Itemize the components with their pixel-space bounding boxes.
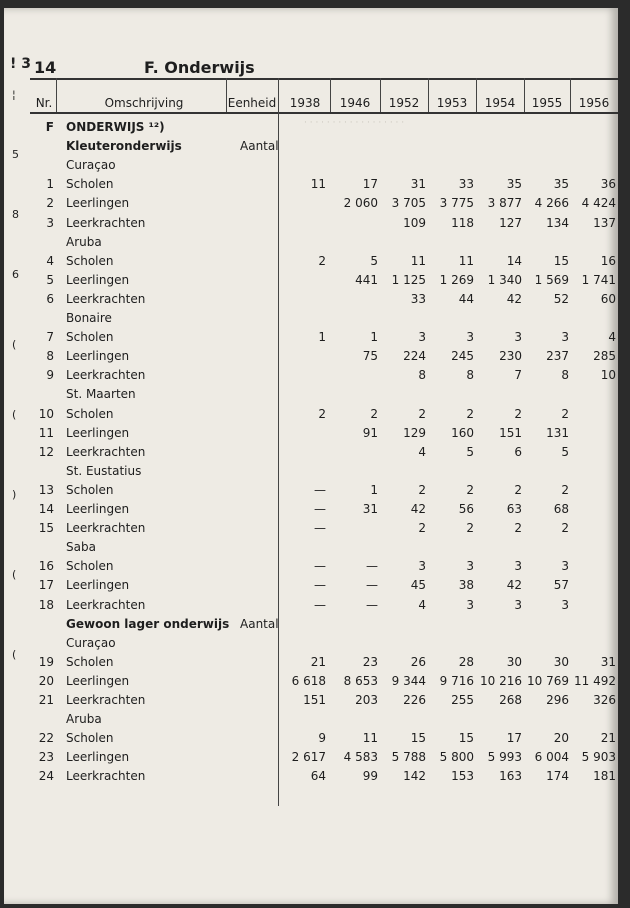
row-number: 14 [38, 502, 54, 516]
row-value: — [314, 521, 326, 536]
row-value: 131 [546, 425, 569, 440]
row-unit: Aantal [240, 139, 279, 154]
row-description: St. Maarten [66, 387, 136, 402]
row-value: 64 [310, 769, 326, 784]
row-value: 255 [451, 693, 474, 707]
row-description: Curaçao [66, 158, 116, 173]
row-value: 5 [466, 444, 474, 459]
row-value: 4 [608, 330, 616, 345]
row-value: 15 [458, 731, 474, 746]
bleed-through-text: · · · · · · · · · · · · · · · · · · [304, 118, 405, 128]
row-value: 17 [362, 177, 378, 192]
row-value: 2 [561, 406, 569, 421]
row-number: 8 [46, 349, 54, 364]
row-number: 21 [38, 693, 54, 707]
row-value: 1 741 [581, 272, 616, 287]
row-description: ONDERWIJS ¹²) [66, 120, 165, 134]
row-value: — [314, 597, 326, 612]
row-number: 3 [46, 215, 54, 230]
row-value: 2 [514, 482, 522, 497]
row-value: 5 788 [391, 750, 426, 765]
row-value: 68 [553, 502, 569, 516]
row-value: 230 [499, 349, 522, 364]
row-description: Leerlingen [66, 425, 130, 440]
row-description: Scholen [66, 253, 114, 268]
row-value: — [314, 482, 326, 497]
row-value: 31 [362, 502, 378, 516]
row-value: 42 [506, 291, 522, 306]
row-description: St. Eustatius [66, 463, 142, 478]
row-value: 5 [561, 444, 569, 459]
row-value: 151 [499, 425, 522, 440]
row-number: F [45, 120, 54, 134]
row-value: 8 [418, 368, 426, 383]
row-value: 35 [506, 177, 522, 192]
row-description: Scholen [66, 330, 114, 345]
row-value: 151 [303, 693, 326, 707]
row-value: 31 [410, 177, 426, 192]
page-number: 14 [34, 58, 57, 77]
row-value: 134 [546, 215, 569, 230]
row-number: 22 [38, 731, 54, 746]
row-value: 5 993 [487, 750, 522, 765]
row-description: Scholen [66, 731, 114, 746]
row-value: 8 [561, 368, 569, 383]
row-value: 2 [561, 521, 569, 536]
row-value: 285 [593, 349, 616, 364]
row-value: 11 492 [574, 673, 616, 688]
row-value: 1 [370, 482, 378, 497]
row-number: 18 [38, 597, 54, 612]
col-header-1953: 1953 [436, 96, 468, 110]
row-value: 15 [410, 731, 426, 746]
row-number: 16 [38, 559, 54, 574]
row-value: 4 266 [534, 196, 569, 211]
row-value: 11 [410, 253, 426, 268]
row-value: 63 [506, 502, 522, 516]
row-value: 20 [553, 731, 569, 746]
row-value: 3 [514, 597, 522, 612]
row-value: 3 [561, 597, 569, 612]
row-value: 2 [561, 482, 569, 497]
row-value: 5 [370, 253, 378, 268]
row-value: 4 583 [343, 750, 378, 765]
row-description: Leerkrachten [66, 215, 146, 230]
row-value: 2 060 [343, 196, 378, 211]
row-value: 6 [514, 444, 522, 459]
row-value: 3 [466, 330, 474, 345]
row-value: 17 [506, 731, 522, 746]
row-value: 35 [553, 177, 569, 192]
row-value: 52 [553, 291, 569, 306]
row-value: 237 [546, 349, 569, 364]
row-value: 42 [506, 578, 522, 593]
row-value: 2 [418, 521, 426, 536]
row-value: 142 [403, 769, 426, 784]
row-value: 2 [466, 482, 474, 497]
row-description: Aruba [66, 712, 102, 727]
row-value: 4 424 [581, 196, 616, 211]
row-value: 3 [514, 559, 522, 574]
row-value: 326 [593, 693, 616, 707]
row-description: Leerkrachten [66, 597, 146, 612]
row-description: Leerlingen [66, 349, 130, 364]
row-value: 31 [600, 654, 616, 669]
row-number: 19 [38, 654, 54, 669]
row-value: 1 125 [391, 272, 426, 287]
row-value: 203 [355, 693, 378, 707]
row-value: 129 [403, 425, 426, 440]
row-value: 160 [451, 425, 474, 440]
row-number: 24 [38, 769, 54, 784]
row-value: 44 [458, 291, 474, 306]
row-value: 5 800 [439, 750, 474, 765]
row-value: 9 344 [391, 673, 426, 688]
row-description: Scholen [66, 177, 114, 192]
row-value: 75 [362, 349, 378, 364]
row-value: 10 [600, 368, 616, 383]
row-value: 118 [451, 215, 474, 230]
row-value: 163 [499, 769, 522, 784]
row-value: 30 [553, 654, 569, 669]
row-value: 56 [458, 502, 474, 516]
row-value: 2 [418, 406, 426, 421]
row-value: — [366, 597, 378, 612]
row-description: Leerlingen [66, 673, 130, 688]
row-value: 28 [458, 654, 474, 669]
row-value: — [314, 502, 326, 516]
row-description: Leerkrachten [66, 693, 146, 707]
row-description: Leerlingen [66, 502, 130, 516]
row-value: 3 [514, 330, 522, 345]
row-unit: Aantal [240, 616, 279, 631]
row-value: 30 [506, 654, 522, 669]
row-number: 15 [38, 521, 54, 536]
row-value: 5 903 [581, 750, 616, 765]
row-number: 23 [38, 750, 54, 765]
row-number: 17 [38, 578, 54, 593]
row-description: Scholen [66, 654, 114, 669]
row-value: 6 618 [291, 673, 326, 688]
row-value: 296 [546, 693, 569, 707]
row-value: 21 [600, 731, 616, 746]
row-value: — [314, 559, 326, 574]
row-value: — [366, 559, 378, 574]
row-description: Leerlingen [66, 750, 130, 765]
row-description: Leerkrachten [66, 368, 146, 383]
col-header-1952: 1952 [388, 96, 420, 110]
row-value: 2 [466, 406, 474, 421]
row-description: Leerkrachten [66, 444, 146, 459]
row-number: 5 [46, 272, 54, 287]
row-description: Scholen [66, 482, 114, 497]
table-top-rule [30, 78, 618, 80]
row-value: 153 [451, 769, 474, 784]
row-description: Leerkrachten [66, 521, 146, 536]
row-value: 441 [355, 272, 378, 287]
row-description: Scholen [66, 559, 114, 574]
document-page [4, 8, 618, 904]
row-description: Aruba [66, 234, 102, 249]
row-value: 6 004 [534, 750, 569, 765]
row-value: 11 [310, 177, 326, 192]
row-value: 3 [466, 559, 474, 574]
row-value: — [314, 578, 326, 593]
row-value: 33 [458, 177, 474, 192]
row-value: 268 [499, 693, 522, 707]
row-value: 10 769 [527, 673, 569, 688]
row-value: 1 340 [487, 272, 522, 287]
row-value: 1 [370, 330, 378, 345]
col-header-omschrijving: Omschrijving [104, 96, 184, 110]
section-title: F. Onderwijs [144, 58, 255, 77]
row-value: 2 [466, 521, 474, 536]
row-number: 10 [38, 406, 54, 421]
col-header-1954: 1954 [484, 96, 516, 110]
row-value: 174 [546, 769, 569, 784]
row-value: 33 [410, 291, 426, 306]
row-number: 7 [46, 330, 54, 345]
row-number: 4 [46, 253, 54, 268]
row-value: 57 [553, 578, 569, 593]
row-value: 11 [458, 253, 474, 268]
row-value: 14 [506, 253, 522, 268]
row-value: 2 [318, 253, 326, 268]
row-number: 2 [46, 196, 54, 211]
row-number: 11 [38, 425, 54, 440]
row-value: 8 [466, 368, 474, 383]
col-header-1938: 1938 [289, 96, 321, 110]
row-value: 3 [466, 597, 474, 612]
row-value: 1 569 [534, 272, 569, 287]
row-number: 13 [38, 482, 54, 497]
row-value: 9 716 [439, 673, 474, 688]
row-value: 8 653 [343, 673, 378, 688]
header-bottom-rule [30, 112, 618, 114]
row-value: 3 [418, 330, 426, 345]
row-value: 224 [403, 349, 426, 364]
row-value: 4 [418, 597, 426, 612]
row-number: 12 [38, 444, 54, 459]
row-value: 245 [451, 349, 474, 364]
row-value: 181 [593, 769, 616, 784]
row-description: Gewoon lager onderwijs [66, 616, 230, 631]
row-value: 3 877 [487, 196, 522, 211]
row-value: 1 269 [439, 272, 474, 287]
row-value: 3 [561, 559, 569, 574]
row-value: 1 [318, 330, 326, 345]
row-description: Leerkrachten [66, 291, 146, 306]
row-value: 26 [410, 654, 426, 669]
row-value: 3 705 [391, 196, 426, 211]
col-header-1956: 1956 [578, 96, 610, 110]
row-value: 45 [410, 578, 426, 593]
row-value: 23 [362, 654, 378, 669]
row-value: 2 617 [291, 750, 326, 765]
row-value: 91 [362, 425, 378, 440]
row-description: Leerlingen [66, 578, 130, 593]
row-value: 226 [403, 693, 426, 707]
row-value: 9 [318, 731, 326, 746]
row-value: 2 [318, 406, 326, 421]
row-description: Bonaire [66, 311, 112, 325]
row-value: — [366, 578, 378, 593]
row-description: Leerlingen [66, 196, 130, 211]
row-value: 137 [593, 215, 616, 230]
row-number: 9 [46, 368, 54, 383]
row-description: Leerkrachten [66, 769, 146, 784]
row-value: 21 [310, 654, 326, 669]
row-number: 20 [38, 673, 54, 688]
row-value: 15 [553, 253, 569, 268]
row-value: 10 216 [480, 673, 522, 688]
row-value: 2 [514, 406, 522, 421]
row-value: 36 [600, 177, 616, 192]
row-number: 1 [46, 177, 54, 192]
row-description: Kleuteronderwijs [66, 139, 182, 154]
row-value: 127 [499, 215, 522, 230]
row-value: 4 [418, 444, 426, 459]
col-header-eenheid: Eenheid [227, 96, 277, 110]
col-header-1955: 1955 [531, 96, 563, 110]
row-value: 2 [514, 521, 522, 536]
row-value: 11 [362, 731, 378, 746]
row-value: 3 775 [439, 196, 474, 211]
row-number: 6 [46, 291, 54, 306]
row-value: 60 [600, 291, 616, 306]
col-header-1946: 1946 [339, 96, 371, 110]
binding-margin: ! 3 ¦ 5 8 6 ( ( ) ( ( [10, 56, 31, 661]
row-value: 2 [370, 406, 378, 421]
row-value: 109 [403, 215, 426, 230]
row-value: 2 [418, 482, 426, 497]
row-description: Curaçao [66, 635, 116, 650]
row-value: 38 [458, 578, 474, 593]
row-value: 7 [514, 368, 522, 383]
row-description: Leerlingen [66, 272, 130, 287]
row-value: 3 [418, 559, 426, 574]
row-value: 99 [362, 769, 378, 784]
row-description: Scholen [66, 406, 114, 421]
row-value: 42 [410, 502, 426, 516]
row-description: Saba [66, 540, 96, 555]
col-header-nr: Nr. [35, 96, 53, 110]
row-value: 3 [561, 330, 569, 345]
row-value: 16 [600, 253, 616, 268]
